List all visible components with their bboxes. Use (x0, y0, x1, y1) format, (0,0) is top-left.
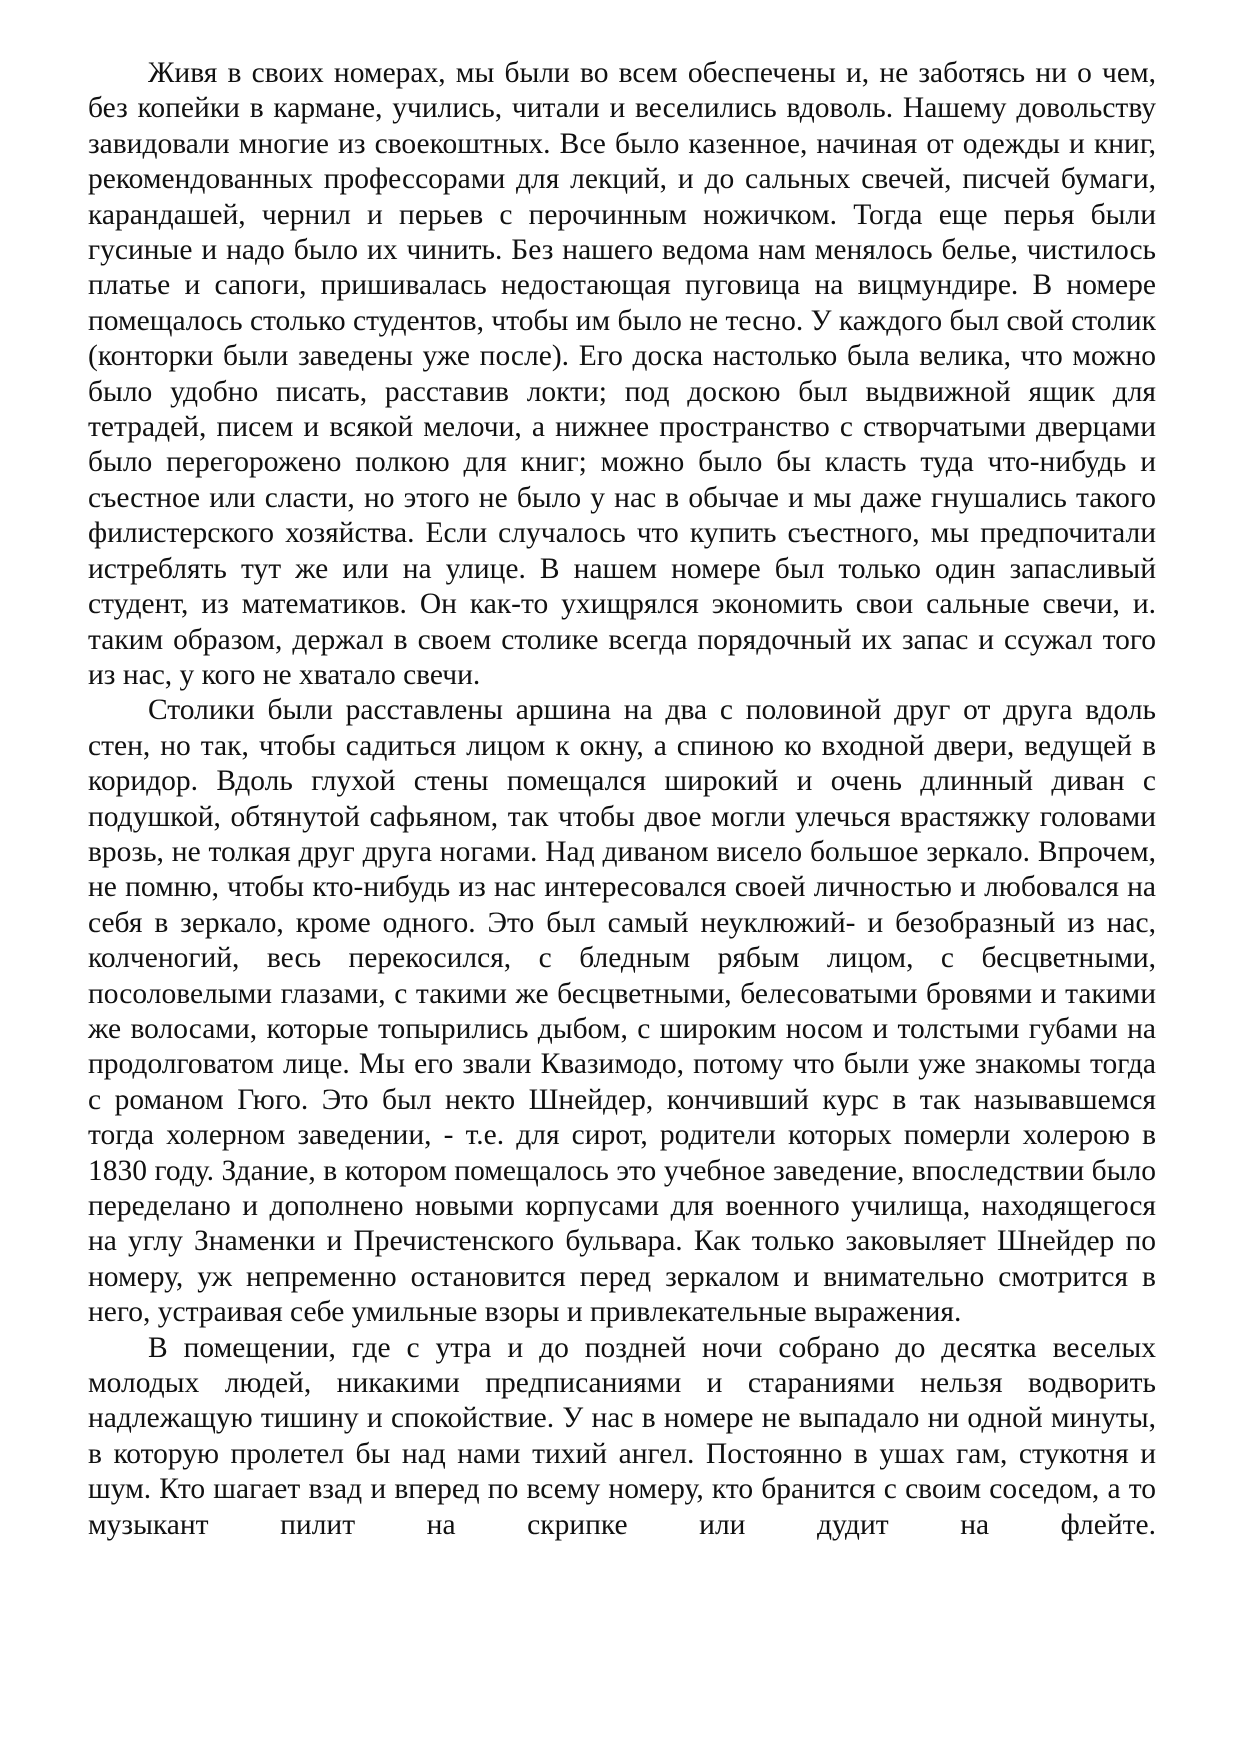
paragraph-3: В помещении, где с утра и до поздней ночи собрано до десятка веселых молодых людей, никакими предписаниями и стараниями нельзя водворить надлежащую тишину и спокойствие. У нас в номере не выпадало ни одной минуты, в которую пролетел бы над нами тихий ангел. Постоянно в ушах гам, стукотня и шум. Кто шагает взад и вперед по всему номеру, кто бранится с своим соседом, а то музыкант пилит на скрипке или дудит на флейте. (88, 1331, 1156, 1541)
paragraph-2: Столики были расставлены аршина на два с половиной друг от друга вдоль стен, но так, чтобы садиться лицом к окну, а спиною ко входной двери, ведущей в коридор. Вдоль глухой стены помещался широкий и очень длинный диван с подушкой, обтянутой сафьяном, так чтобы двое могли улечься врастяжку головами врозь, не толкая друг друга ногами. Над диваном висело большое зеркало. Впрочем, не помню, чтобы кто-нибудь из нас интересовался своей личностью и любовался на себя в зеркало, кроме одного. Это был самый неуклюжий- и безобразный из нас, колченогий, весь перекосился, с бледным рябым лицом, с бесцветными, посоловелыми глазами, с такими же бесцветными, белесоватыми бровями и такими же волосами, которые топырились дыбом, с широким носом и толстыми губами на продолговатом лице. Мы его звали Квазимодо, потому что были уже знакомы тогда с романом Гюго. Это был некто Шнейдер, кончивший курс в так называвшемся тогда холерном заведении, - т.е. для сирот, родители которых померли холерою в 1830 году. Здание, в котором помещалось это учебное заведение, впоследствии было переделано и дополнено новыми корпусами для военного училища, находящегося на углу Знаменки и Пречистенского бульвара. Как только заковыляет Шнейдер по номеру, уж непременно остановится перед зеркалом и внимательно смотрится в него, устраивая себе умильные взоры и привлекательные выражения. (88, 694, 1156, 1329)
document-page (88, 56, 1156, 1543)
paragraph-1: Живя в своих номерах, мы были во всем обеспечены и, не заботясь ни о чем, без копейки в кармане, учились, читали и веселились вдоволь. Нашему довольству завидовали многие из своекоштных. Все было казенное, начиная от одежды и книг, рекомендованных профессорами для лекций, и до сальных свечей, писчей бумаги, карандашей, чернил и перьев с перочинным ножичком. Тогда еще перья были гусиные и надо было их чинить. Без нашего ведома нам менялось белье, чистилось платье и сапоги, пришивалась недостающая пуговица на вицмундире. В номере помещалось столько студентов, чтобы им было не тесно. У каждого был свой столик (конторки были заведены уже после). Его доска настолько была велика, что можно было удобно писать, расставив локти; под доскою был выдвижной ящик для тетрадей, писем и всякой мелочи, а нижнее пространство с створчатыми дверцами было перегорожено полкою для книг; можно было бы класть туда что-нибудь и съестное или сласти, но этого не было у нас в обычае и мы даже гнушались такого филистерского хозяйства. Если случалось что купить съестного, мы предпочитали истреблять тут же или на улице. В нашем номере был только один запасливый студент, из математиков. Он как-то ухищрялся экономить свои сальные свечи, и. таким образом, держал в своем столике всегда порядочный их запас и ссужал того из нас, у кого не хватало свечи. (88, 57, 1156, 691)
